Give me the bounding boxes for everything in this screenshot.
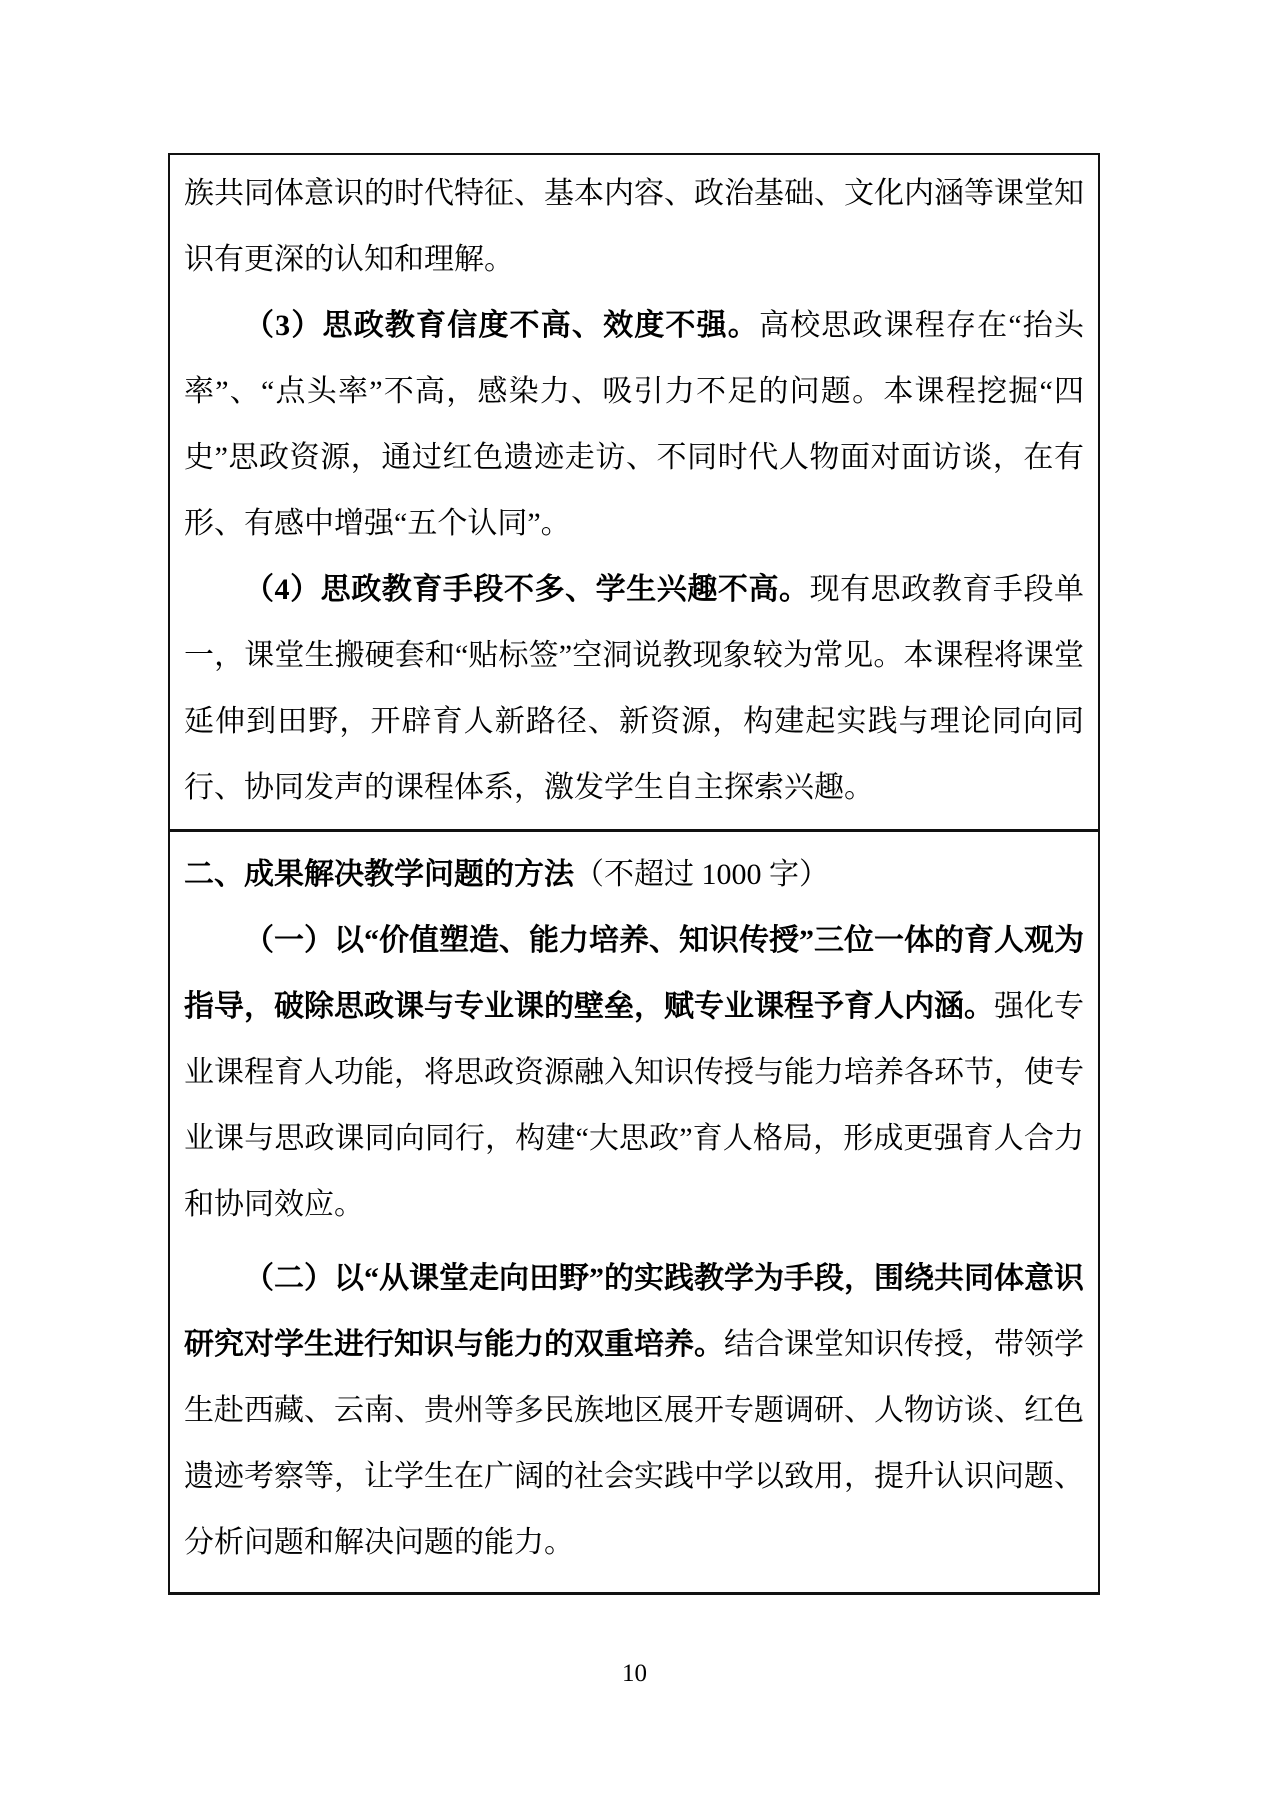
bold-text-run: （4）思政教育手段不多、学生兴趣不高。 (244, 573, 810, 606)
paragraph (184, 908, 1084, 1238)
paragraph (184, 293, 1084, 557)
page-number: 10 (622, 1660, 647, 1687)
text-run: （不超过 1000 字） (574, 858, 829, 891)
bold-text-run: （3）思政教育信度不高、效度不强。 (244, 309, 759, 342)
text-run: 现有思政教育手段单一，课堂生搬硬套和“贴标签”空洞说教现象较为常见。本课程将课堂延伸到田野，开辟育人新路径、新资源，构建起实践与理论同向同行、协同发声的课程体系，激发学生自主探索兴趣。 (184, 573, 1085, 804)
paragraph (184, 1246, 1084, 1576)
table-cell-methods (170, 832, 1098, 1592)
table-cell-problems (170, 155, 1098, 832)
text-run: 族共同体意识的时代特征、基本内容、政治基础、文化内涵等课堂知识有更深的认知和理解。 (184, 177, 1084, 276)
form-table (168, 153, 1100, 1595)
text-run: 高校思政课程存在“抬头率”、“点头率”不高，感染力、吸引力不足的问题。本课程挖掘“四史”思政资源，通过红色遗迹走访、不同时代人物面对面访谈，在有形、有感中增强“五个认同”。 (184, 309, 1084, 540)
text-run: 结合课堂知识传授，带领学生赴西藏、云南、贵州等多民族地区展开专题调研、人物访谈、红色遗迹考察等，让学生在广阔的社会实践中学以致用，提升认识问题、分析问题和解决问题的能力。 (184, 1328, 1084, 1559)
text-run: 强化专业课程育人功能，将思政资源融入知识传授与能力培养各环节，使专业课与思政课同向同行，构建“大思政”育人格局，形成更强育人合力和协同效应。 (184, 990, 1084, 1221)
section-heading (184, 842, 1084, 908)
paragraph (184, 161, 1084, 293)
paragraph (184, 557, 1084, 821)
bold-text-run: 二、成果解决教学问题的方法 (184, 858, 574, 891)
bold-text-run: （二）以“从课堂走向田野”的实践教学为手段，围绕共同体意识研究对学生进行知识与能力的双重培养。 (184, 1262, 1084, 1361)
bold-text-run: （一）以“价值塑造、能力培养、知识传授”三位一体的育人观为指导，破除思政课与专业课的壁垒，赋专业课程予育人内涵。 (184, 924, 1084, 1023)
